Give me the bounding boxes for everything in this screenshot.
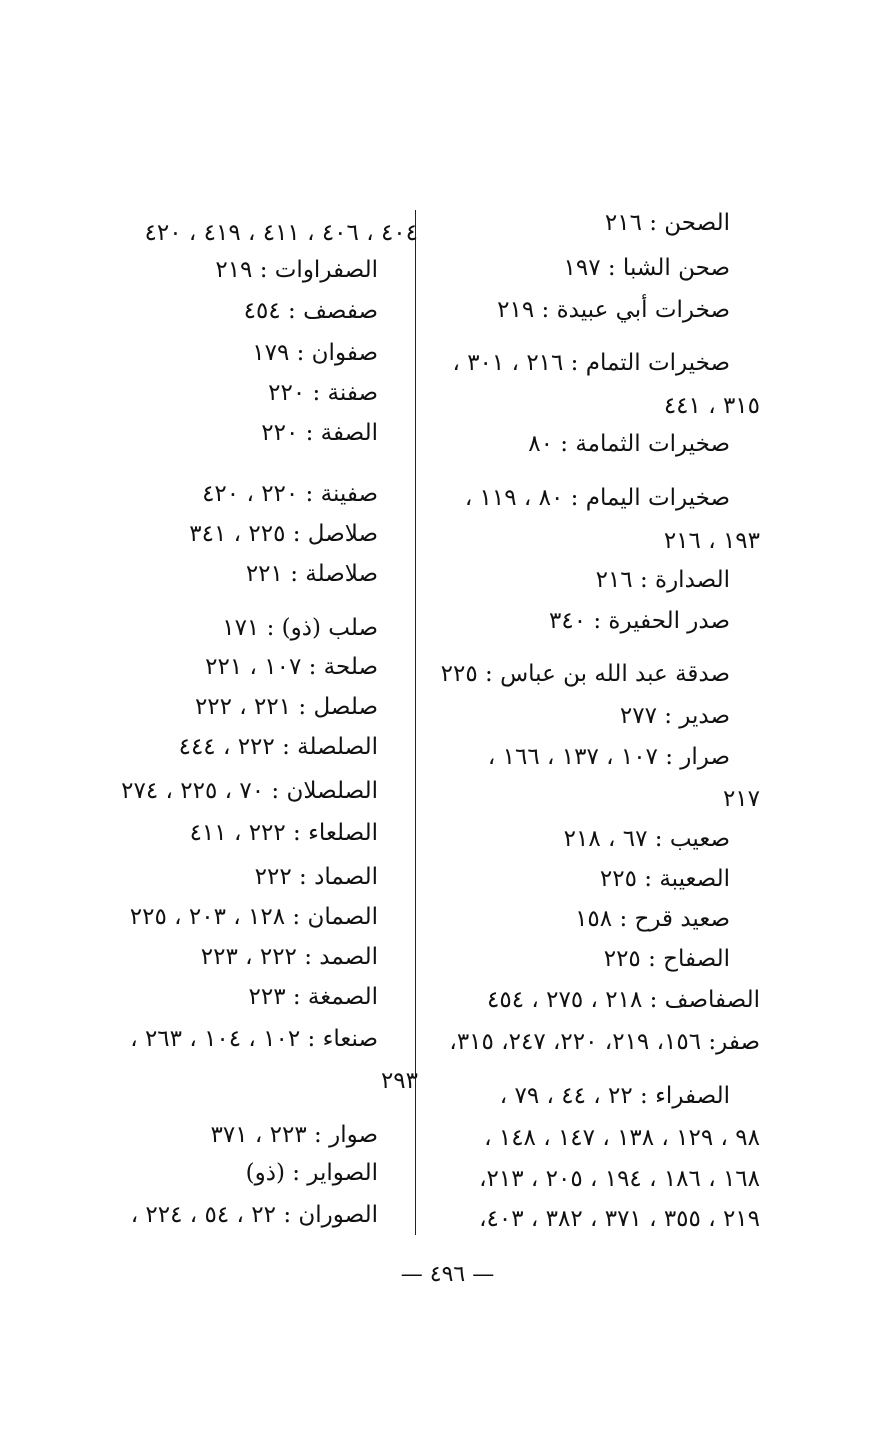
index-entry: الصوران : ٢٢ ، ٥٤ ، ٢٢٤ ، <box>130 1202 378 1228</box>
index-entry: الصمان : ١٢٨ ، ٢٠٣ ، ٢٢٥ <box>129 904 378 930</box>
index-entry: الصمغة : ٢٢٣ <box>248 984 378 1010</box>
index-entry-continuation: ٩٨ ، ١٢٩ ، ١٣٨ ، ١٤٧ ، ١٤٨ ، <box>484 1125 760 1151</box>
index-entry: الصعيبة : ٢٢٥ <box>599 866 730 892</box>
index-entry: الصفاصف : ٢١٨ ، ٢٧٥ ، ٤٥٤ <box>487 987 760 1013</box>
index-entry: صفوان : ١٧٩ <box>252 340 378 366</box>
index-entry-continuation: ٢١٧ <box>722 786 760 812</box>
index-entry: صفصف : ٤٥٤ <box>243 298 378 324</box>
index-entry: صفر: ١٥٦، ٢١٩، ٢٢٠، ٢٤٧، ٣١٥، <box>449 1029 760 1055</box>
index-entry: صدقة عبد الله بن عباس : ٢٢٥ <box>440 661 730 687</box>
index-entry: صخرات أبي عبيدة : ٢١٩ <box>497 297 730 323</box>
index-entry: صوار : ٢٢٣ ، ٣٧١ <box>210 1122 378 1148</box>
index-entry: الصماد : ٢٢٢ <box>254 864 378 890</box>
index-entry-continuation: ٢١٩ ، ٣٥٥ ، ٣٧١ ، ٣٨٢ ، ٤٠٣، <box>479 1206 760 1232</box>
index-entry: صخيرات اليمام : ٨٠ ، ١١٩ ، <box>464 485 730 511</box>
index-entry: صلاصل : ٢٢٥ ، ٣٤١ <box>189 521 378 547</box>
index-entry: الصفراوات : ٢١٩ <box>215 257 378 283</box>
index-entry: صدير : ٢٧٧ <box>619 703 730 729</box>
index-entry: صخيرات الثمامة : ٨٠ <box>528 431 730 457</box>
index-entry-continuation: ٤٠٤ ، ٤٠٦ ، ٤١١ ، ٤١٩ ، ٤٢٠ <box>144 220 418 246</box>
index-entry: الصواير : (ذو) <box>245 1160 378 1186</box>
index-entry: الصفراء : ٢٢ ، ٤٤ ، ٧٩ ، <box>499 1083 730 1109</box>
index-entry: صدر الحفيرة : ٣٤٠ <box>548 608 730 634</box>
index-entry: صلب (ذو) : ١٧١ <box>222 615 378 641</box>
index-entry: الصفاح : ٢٢٥ <box>603 946 730 972</box>
index-entry-continuation: ٣١٥ ، ٤٤١ <box>663 393 760 419</box>
index-entry: صعيد قرح : ١٥٨ <box>575 906 730 932</box>
index-entry: الصحن : ٢١٦ <box>604 210 730 236</box>
index-entry: صلصل : ٢٢١ ، ٢٢٢ <box>194 694 378 720</box>
index-entry: الصفة : ٢٢٠ <box>261 420 378 446</box>
index-entry: صرار : ١٠٧ ، ١٣٧ ، ١٦٦ ، <box>487 744 730 770</box>
index-entry-continuation: ٢٩٣ <box>380 1068 418 1094</box>
index-entry: الصدارة : ٢١٦ <box>595 567 730 593</box>
index-entry: الصمد : ٢٢٢ ، ٢٢٣ <box>200 944 378 970</box>
index-entry-continuation: ١٦٨ ، ١٨٦ ، ١٩٤ ، ٢٠٥ ، ٢١٣، <box>479 1166 760 1192</box>
index-entry: صفنة : ٢٢٠ <box>268 380 378 406</box>
index-entry-continuation: ١٩٣ ، ٢١٦ <box>663 528 760 554</box>
index-entry: الصلصلان : ٧٠ ، ٢٢٥ ، ٢٧٤ <box>121 778 378 804</box>
index-entry: صفينة : ٢٢٠ ، ٤٢٠ <box>202 481 378 507</box>
index-entry: الصلعاء : ٢٢٢ ، ٤١١ <box>189 820 378 846</box>
index-entry: صنعاء : ١٠٢ ، ١٠٤ ، ٢٦٣ ، <box>130 1026 378 1052</box>
index-entry: صخيرات التمام : ٢١٦ ، ٣٠١ ، <box>452 350 730 376</box>
index-entry: صلحة : ١٠٧ ، ٢٢١ <box>205 654 378 680</box>
index-entry: صحن الشبا : ١٩٧ <box>563 255 730 281</box>
index-entry: صلاصلة : ٢٢١ <box>245 561 378 587</box>
index-entry: صعيب : ٦٧ ، ٢١٨ <box>563 826 730 852</box>
index-entry: الصلصلة : ٢٢٢ ، ٤٤٤ <box>178 734 378 760</box>
page-number: — ٤٩٦ — <box>400 1262 495 1287</box>
